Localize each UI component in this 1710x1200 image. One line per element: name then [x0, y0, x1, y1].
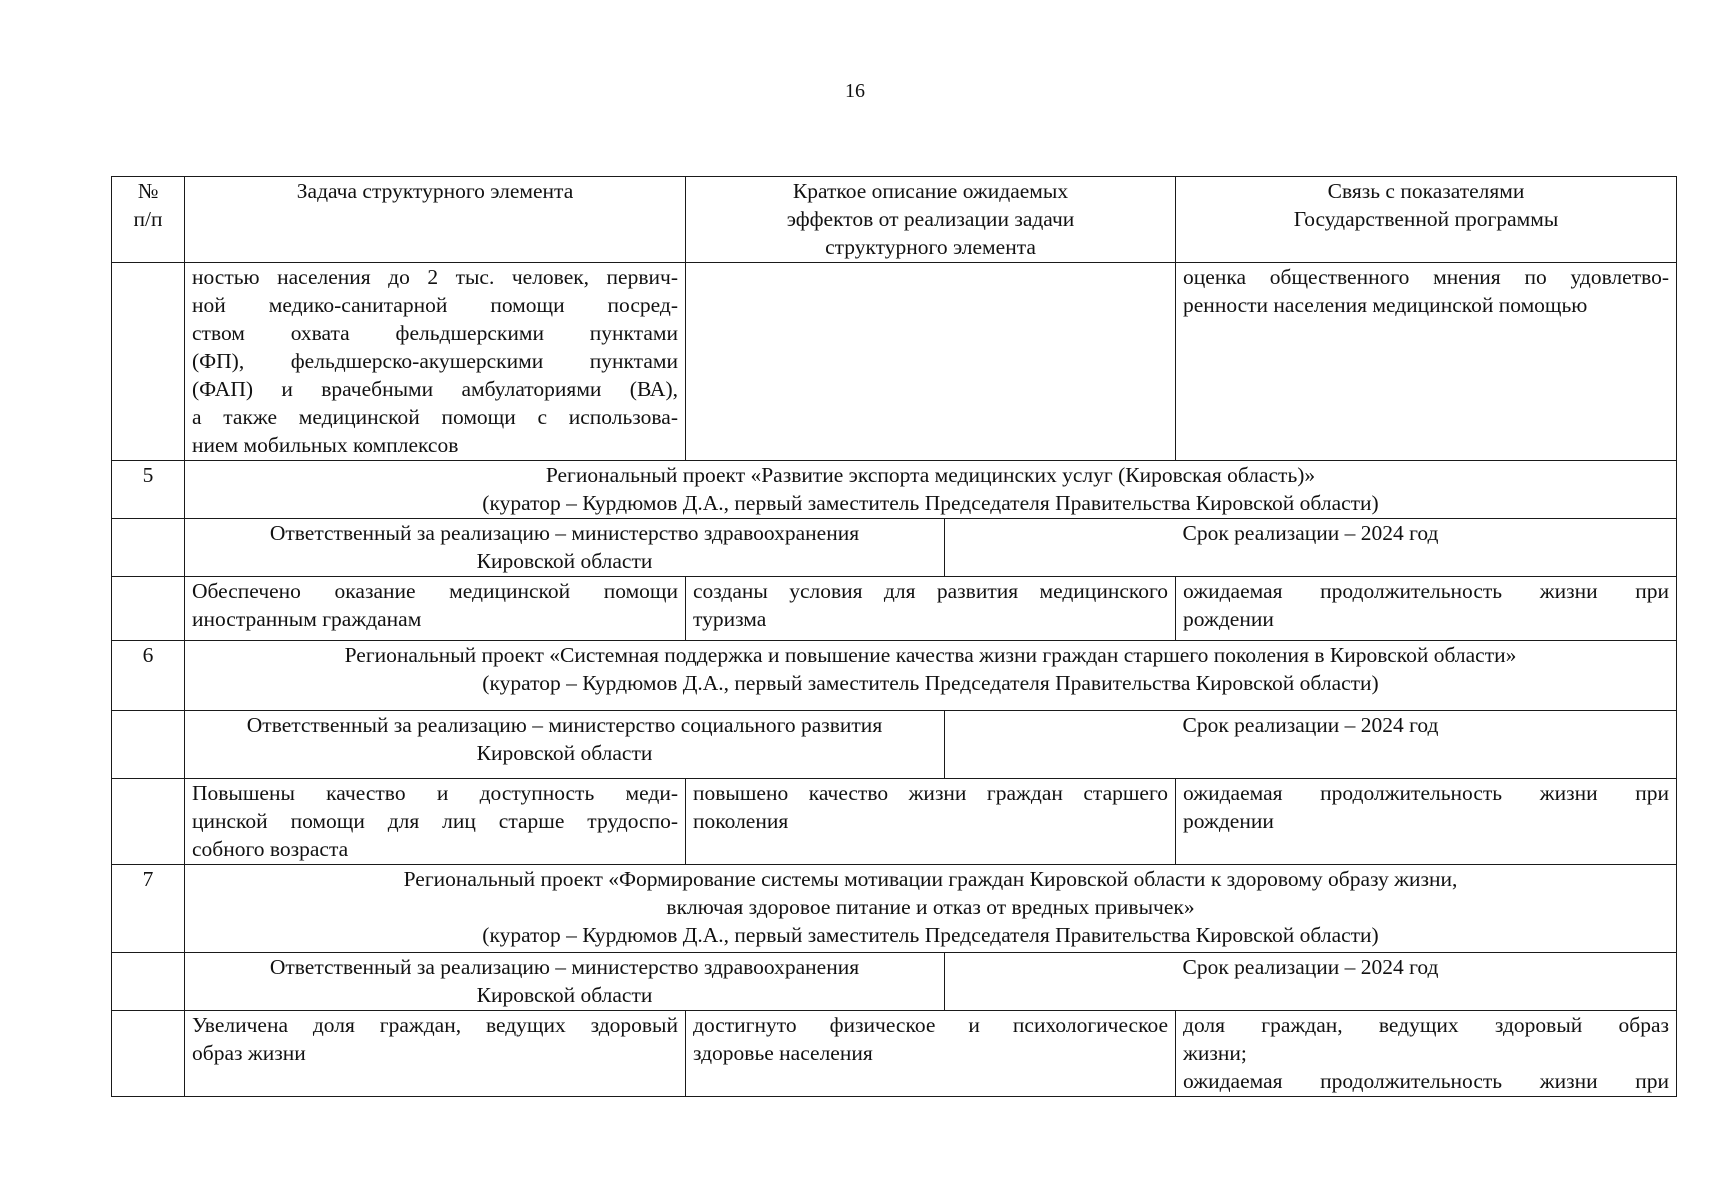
project-task-row: [112, 779, 1677, 865]
project-num: 6: [112, 641, 185, 711]
row-num: [112, 519, 185, 577]
project-title: Региональный проект «Развитие экспорта медицинских услуг (Кировская область)» (куратор – Курдюмов Д.А., первый заместитель Председателя Правительства Кировской области): [185, 461, 1677, 519]
project-title: Региональный проект «Системная поддержка и повышение качества жизни граждан старшего поколения в Кировской области» (куратор – Курдюмов Д.А., первый заместитель Председателя Правительства Кировской области): [185, 641, 1677, 711]
row-num: [112, 953, 185, 1011]
row-num: [112, 711, 185, 779]
project-responsible: Ответственный за реализацию – министерство социального развития Кировской области: [185, 711, 945, 779]
row-task: Повышены качество и доступность меди- цинской помощи для лиц старше трудоспо- собного возраста: [185, 779, 686, 865]
row-num: [112, 577, 185, 641]
row-link: доля граждан, ведущих здоровый образ жизни; ожидаемая продолжительность жизни при: [1176, 1011, 1677, 1097]
header-num: № п/п: [112, 177, 185, 263]
project-task-row: [112, 1011, 1677, 1097]
project-num: 5: [112, 461, 185, 519]
project-deadline: Срок реализации – 2024 год: [945, 953, 1677, 1011]
project-responsible: Ответственный за реализацию – министерство здравоохранения Кировской области: [185, 953, 945, 1011]
project-num: 7: [112, 865, 185, 953]
project-title-row: [112, 461, 1677, 519]
project-title-row: [112, 641, 1677, 711]
row-task: ностью населения до 2 тыс. человек, первич- ной медико-санитарной помощи посред- ством охвата фельдшерскими пунктами (ФП), фельдшерско-акушерскими пунктами (ФАП) и врачебными амбулаториями (ВА), а также медицинской помощи с использова- нием мобильных комплексов: [185, 263, 686, 461]
row-effects: созданы условия для развития медицинского туризма: [686, 577, 1176, 641]
row-num: [112, 263, 185, 461]
project-deadline: Срок реализации – 2024 год: [945, 519, 1677, 577]
project-deadline: Срок реализации – 2024 год: [945, 711, 1677, 779]
row-link: оценка общественного мнения по удовлетво- ренности населения медицинской помощью: [1176, 263, 1677, 461]
row-link: ожидаемая продолжительность жизни при рождении: [1176, 577, 1677, 641]
row-effects: [686, 263, 1176, 461]
page-number: 16: [845, 80, 865, 102]
project-task-row: [112, 577, 1677, 641]
header-link: Связь с показателями Государственной программы: [1176, 177, 1677, 263]
table-row: [112, 263, 1677, 461]
header-effects: Краткое описание ожидаемых эффектов от реализации задачи структурного элемента: [686, 177, 1176, 263]
project-responsible-row: [112, 953, 1677, 1011]
project-responsible-row: [112, 711, 1677, 779]
project-responsible: Ответственный за реализацию – министерство здравоохранения Кировской области: [185, 519, 945, 577]
table-header-row: [112, 177, 1677, 263]
row-num: [112, 1011, 185, 1097]
header-task: Задача структурного элемента: [185, 177, 686, 263]
row-effects: повышено качество жизни граждан старшего поколения: [686, 779, 1176, 865]
row-link: ожидаемая продолжительность жизни при рождении: [1176, 779, 1677, 865]
row-task: Обеспечено оказание медицинской помощи иностранным гражданам: [185, 577, 686, 641]
row-num: [112, 779, 185, 865]
project-title: Региональный проект «Формирование системы мотивации граждан Кировской области к здоровому образу жизни, включая здоровое питание и отказ от вредных привычек» (куратор – Курдюмов Д.А., первый заместитель Председателя Правительства Кировской области): [185, 865, 1677, 953]
row-effects: достигнуто физическое и психологическое здоровье населения: [686, 1011, 1176, 1097]
project-title-row: [112, 865, 1677, 953]
project-responsible-row: [112, 519, 1677, 577]
row-task: Увеличена доля граждан, ведущих здоровый образ жизни: [185, 1011, 686, 1097]
program-table: [111, 176, 1677, 1097]
